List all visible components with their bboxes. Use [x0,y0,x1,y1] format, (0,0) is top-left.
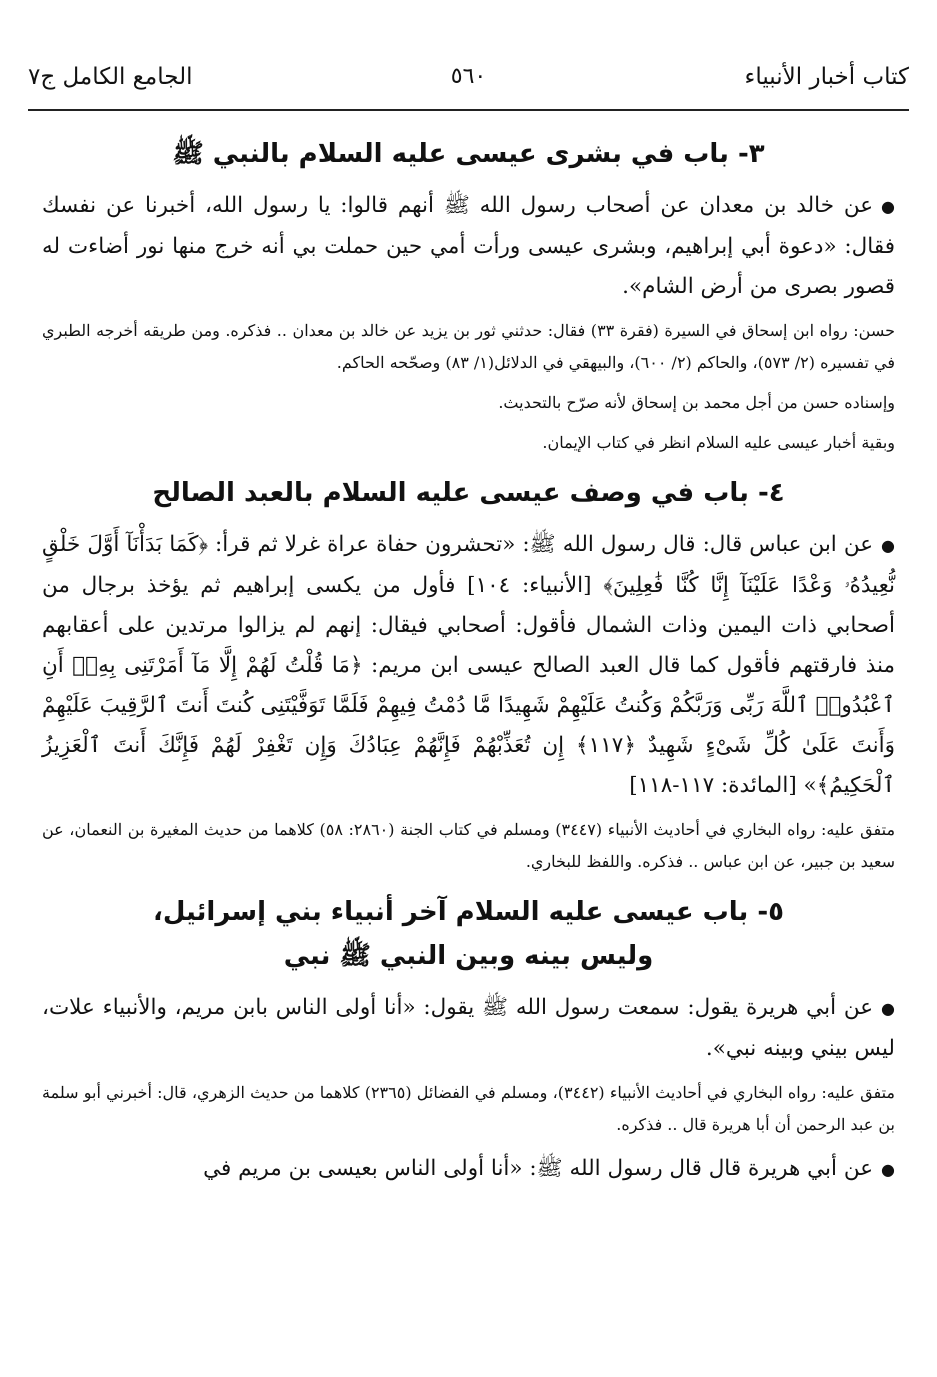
takhrij-note: متفق عليه: رواه البخاري في أحاديث الأنبياء (٣٤٤٢)، ومسلم في الفضائل (٢٣٦٥) كلاهما من حديث الزهري، قال: أخبرني أبو سلمة بن عبد الرحمن أن أبا هريرة قال .. فذكره. [42,1083,896,1134]
hadith-text: عن أبي هريرة يقول: سمعت رسول الله ﷺ يقول: «أنا أولى الناس بابن مريم، والأنبياء علات، ليس بيني وبينه نبي». [42,995,895,1061]
bullet-icon: ● [881,999,895,1018]
bullet-icon: ● [881,1160,895,1179]
takhrij-note: حسن: رواه ابن إسحاق في السيرة (فقرة ٣٣) فقال: حدثني ثور بن يزيد عن خالد بن معدان .. فذكره. ومن طريقه أخرجه الطبري في تفسيره (٢/ ٥٧٣)، والحاكم (٢/ ٦٠٠)، والبيهقي في الدلائل(١/ ٨٣) وصحّحه الحاكم. [42,321,895,372]
page-number: ٥٦٠ [450,64,487,89]
chapter-heading: ٣- باب في بشرى عيسى عليه السلام بالنبي ﷺ [172,139,765,169]
hadith-paragraph [42,988,895,1069]
page-content [42,120,895,1198]
takhrij-note: وبقية أخبار عيسى عليه السلام انظر في كتاب الإيمان. [542,433,895,452]
chapter-heading: ٤- باب في وصف عيسى عليه السلام بالعبد الصالح [152,478,785,508]
bullet-icon: ● [881,197,895,216]
header-book-title: كتاب أخبار الأنبياء [744,64,909,90]
hadith-text: عن ابن عباس قال: قال رسول الله ﷺ: «تحشرون حفاة عراة غرلا ثم قرأ: ﴿كَمَا بَدَأْنَآ أَوَّلَ خَلْقٍ نُّعِيدُهُۥ وَعْدًا عَلَيْنَآ إِنَّا كُنَّا فَٰعِلِينَ﴾ [الأنبياء: ١٠٤] فأول من يكسى إبراهيم ثم يؤخذ برجال من أصحابي ذات اليمين وذات الشمال فأقول: أصحابي فيقال: إنهم لم يزالوا مرتدين على أعقابهم منذ فارقتهم فأقول كما قال العبد الصالح عيسى ابن مريم: ﴿مَا قُلْتُ لَهُمْ إِلَّا مَآ أَمَرْتَنِى بِهِۦٓ أَنِ ٱعْبُدُوا۟ ٱللَّهَ رَبِّى وَرَبَّكُمْ وَكُنتُ عَلَيْهِمْ شَهِيدًا مَّا دُمْتُ فِيهِمْ فَلَمَّا تَوَفَّيْتَنِى كُنتَ أَنتَ ٱلرَّقِيبَ عَلَيْهِمْ وَأَنتَ عَلَىٰ كُلِّ شَىْءٍ شَهِيدٌ ﴿١١٧﴾ إِن تُعَذِّبْهُمْ فَإِنَّهُمْ عِبَادُكَ وَإِن تَغْفِرْ لَهُمْ فَإِنَّكَ أَنتَ ٱلْعَزِيزُ ٱلْحَكِيمُ﴾» [المائدة: ١١٧-١١٨] [42,532,895,798]
hadith-text: عن خالد بن معدان عن أصحاب رسول الله ﷺ أنهم قالوا: يا رسول الله، أخبرنا عن نفسك فقال: «دعوة أبي إبراهيم، وبشرى عيسى ورأت أمي حين حملت بي أنه خرج منها نور أضاءت له قصور بصرى من أرض الشام». [42,193,895,299]
bullet-icon: ● [881,536,895,555]
chapter-subheading: وليس بينه وبين النبي ﷺ نبي [283,941,654,971]
hadith-text: عن أبي هريرة قال قال رسول الله ﷺ: «أنا أولى الناس بعيسى بن مريم في [203,1156,874,1181]
hadith-paragraph [42,186,895,307]
takhrij-note: وإسناده حسن من أجل محمد بن إسحاق لأنه صرّح بالتحديث. [498,393,895,412]
chapter-heading: ٥- باب عيسى عليه السلام آخر أنبياء بني إسرائيل، [152,897,785,927]
hadith-paragraph [42,525,895,806]
running-header [28,58,909,98]
header-volume-title: الجامع الكامل ج٧ [28,64,193,90]
takhrij-note: متفق عليه: رواه البخاري في أحاديث الأنبياء (٣٤٤٧) ومسلم في كتاب الجنة (٢٨٦٠: ٥٨) كلاهما من حديث المغيرة بن النعمان، عن سعيد بن جبير، عن ابن عباس .. فذكره. واللفظ للبخاري. [42,820,896,871]
header-divider [28,109,909,111]
hadith-paragraph [42,1149,895,1190]
